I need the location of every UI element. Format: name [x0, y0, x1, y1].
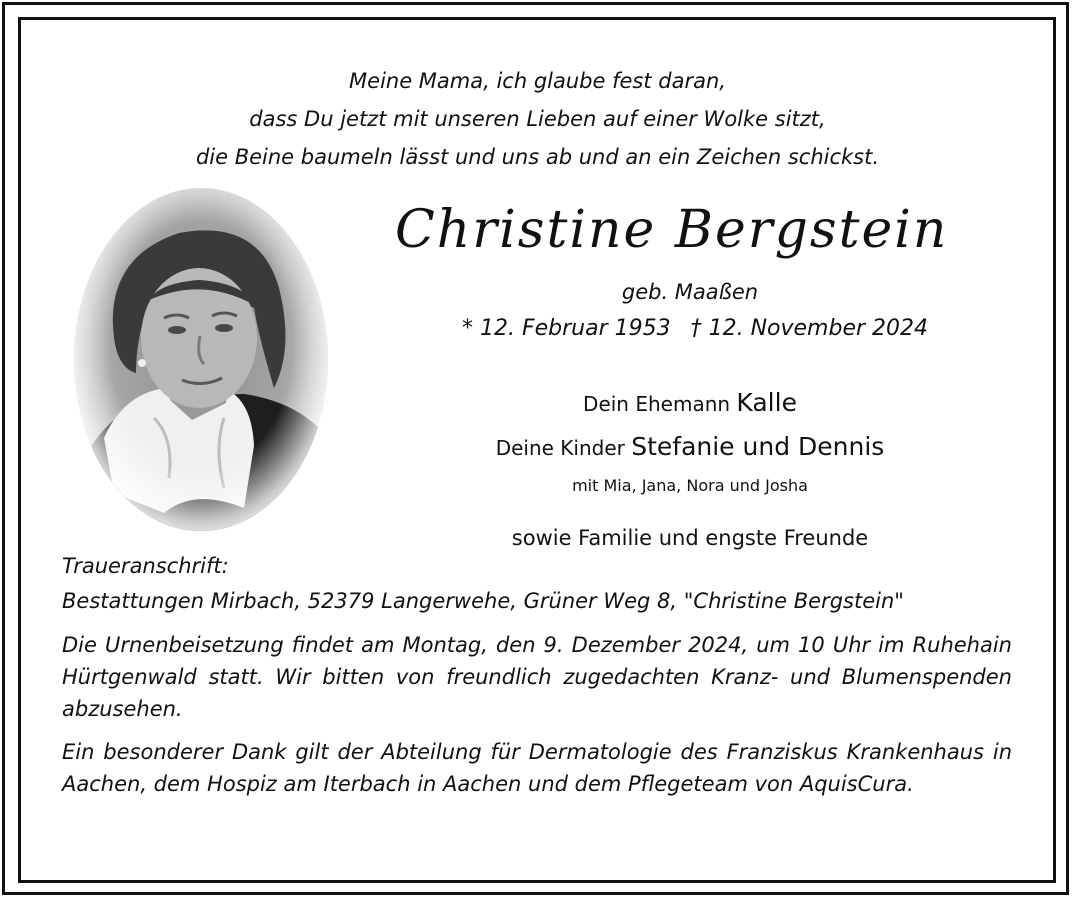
spouse-name: Kalle — [736, 388, 797, 417]
address-label: Traueranschrift: — [62, 554, 229, 578]
poem-line: die Beine baumeln lässt und uns ab und an ein Zeichen schickst. — [195, 145, 880, 169]
spouse-line — [440, 388, 940, 417]
portrait-photo — [74, 188, 328, 531]
others-line: sowie Familie und engste Freunde — [511, 526, 869, 550]
poem-line: Meine Mama, ich glaube fest daran, — [349, 69, 726, 93]
birth-name: geb. Maaßen — [621, 280, 759, 304]
portrait-illustration — [74, 188, 328, 531]
life-dates — [430, 316, 960, 341]
address-value: Bestattungen Mirbach, 52379 Langerwehe, Grüner Weg 8, "Christine Bergstein" — [62, 589, 904, 613]
thanks-notice: Ein besonderer Dank gilt der Abteilung für Dermatologie des Franziskus Krankenhaus in Aachen, dem Hospiz am Iterbach in Aachen und dem Pflegeteam von AquisCura. — [62, 740, 1012, 796]
burial-notice: Die Urnenbeisetzung findet am Montag, den 9. Dezember 2024, um 10 Uhr im Ruhehain Hürtgenwald statt. Wir bitten von freundlich zugedachten Kranz- und Blumenspenden abzusehen. — [62, 633, 1012, 721]
children-prefix: Deine Kinder — [495, 436, 632, 460]
deceased-name: Christine Bergstein — [395, 200, 949, 260]
death-date: † 12. November 2024 — [690, 316, 929, 341]
children-line — [440, 432, 940, 461]
spouse-prefix: Dein Ehemann — [583, 392, 737, 416]
poem — [80, 62, 995, 176]
birth-date: * 12. Februar 1953 — [461, 316, 671, 341]
poem-line: dass Du jetzt mit unseren Lieben auf einer Wolke sitzt, — [249, 107, 826, 131]
children-names: Stefanie und Dennis — [631, 432, 885, 461]
grandchildren-line: mit Mia, Jana, Nora und Josha — [572, 476, 808, 495]
